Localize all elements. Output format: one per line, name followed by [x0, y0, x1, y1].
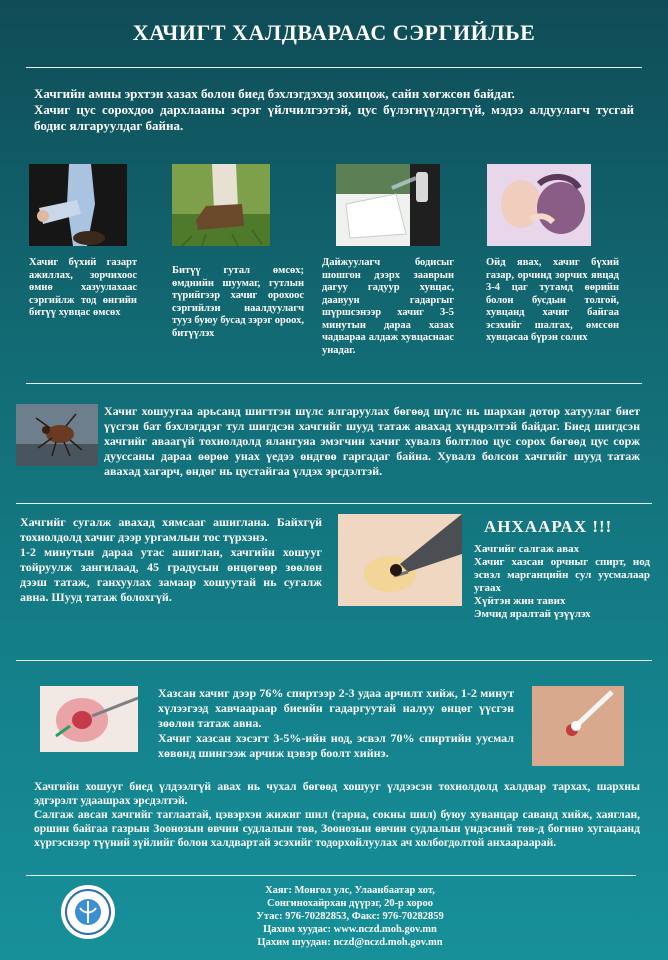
swab-photo [532, 686, 624, 766]
warning-list [474, 543, 650, 621]
treatment-instructions [158, 686, 514, 761]
removal-instructions [20, 515, 322, 605]
closing-paragraph-1: Хачгийн хошууг биед үлдээлгүй авах нь чухал бөгөөд хошууг үлдээсэн тохиолдолд халдвар тархах, шархны эдгэрэлт удаашрах эрсдэлтэй. [34, 781, 640, 807]
closing-text [34, 780, 640, 850]
tip-caption-4: Ойд явах, хачиг бүхий газар, орчинд зорчих явцад 3-4 цаг тутамд өөрийн болон бусдын толгой, хувцанд хачиг байгаа эсэхийг шалгах, өмссөн хувцасаа бүрэн солих [486, 257, 619, 343]
removal-step-1: Хачгийг сугалж авахад хямсааг ашиглана. Байхгүй тохиолдолд хачиг дээр ургамлын тос түрхэнэ. [20, 515, 322, 544]
warning-item: Эмчид яралтай үзүүлэх [474, 608, 591, 620]
tick-bite-photo [40, 686, 138, 752]
phone-line: Утас: 976-70282853, Факс: 976-70282859 [256, 911, 444, 922]
tick-photo [16, 404, 98, 466]
address-line-1: Хаяг: Монгол улс, Улаанбаатар хот, [265, 885, 435, 896]
warning-item: Хачгийг салгаж авах [474, 543, 580, 555]
warning-title: АНХААРАХ !!! [484, 517, 613, 536]
treatment-step-2: Хачиг хазсан хэсэгт 3-5%-ийн нод, эсвэл 70% спиртийн уусмал хөвөнд шингээж арчиж цэвэр боолт хийнэ. [158, 731, 514, 760]
address-line-2: Сонгинохайрхан дүүрэг, 20-р хороо [267, 898, 433, 909]
tip-photo-spray [336, 164, 440, 246]
divider [26, 67, 642, 68]
intro-line-2: Хачиг цус сорохдоо дархлааны эсрэг үйлчилгээтэй, цус бүлэгнүүлдэгтүй, мэдээ алдуулагч тусгай бодис ялгаруулдаг байна. [34, 102, 634, 133]
tick-description: Хачиг хошуугаа арьсанд шигтгэн шүлс ялгаруулах бөгөөд шүлс нь шархан дотор хатуулаг биет үүсгэн бат бэхлэгддэг тул шигдсэн хачгийг шууд татаж авахад хүндрэлтэй байдаг. Биед шигдсэн хачгийг аваагүй тохиолдолд ялангуяа эмэгчин хачиг хувалз болтлоо цус сорох бөгөөд цус сорж дууссаны дараа өөрөө унах үедээ өндгөө гаргадаг байна. Хувалз болсон хачгийг шууд татаж авахад хагарч, өндөг нь цустайгаа үлдэх эрсдэлтэй. [104, 404, 640, 478]
divider [26, 383, 642, 384]
closing-paragraph-2: Салгаж авсан хачгийг таглаатай, цэвэрхэн жижиг шил (тариа, сокны шил) буюу хуванцар саванд хийж, хаяглан, оршин байгаа газрын Зоонозын өвчин судлалын төв, Зоонозын өвчин судлалын үндэсний төв-д богино хугацаанд хүргэснээр түүний зүйлийг болон халдвартай эсэхийг тодорхойлуулах ач холбогдолтой анхаараарай. [34, 809, 640, 849]
tip-caption-3: Дайжуулагч бодисыг шошгон дээрх зааврын дагуу гадуур хувцас, даавуун гадаргыг шүршсэнээр хачиг 3-5 минутын дараа хазах чадвараа алдаж хувцаснаас унадаг. [322, 257, 454, 356]
intro-line-1: Хачгийн амны эрхтэн хазах болон биед бэхлэгдэхэд зохицож, сайн хөгжсөн байдаг. [34, 86, 515, 101]
center-logo [60, 884, 116, 940]
tip-caption-2: Битүү гутал өмсөх; өмднийн шуумаг, гутлын түрийгээр хачиг орохоос сэргийлэн наалдуулагч тууз буюу бусад зэрэг ороох, битүүлэх [172, 265, 304, 339]
warning-item: Хачиг хазсан орчныг спирт, нод эсвэл марганцийн сул уусмалаар угаах [474, 556, 650, 594]
divider [16, 660, 652, 661]
tip-photo-hair [487, 164, 591, 246]
removal-step-2: 1-2 минутын дараа утас ашиглан, хачгийн хошууг тойруулж зангилаад, 45 градусын өнцөгөөр зөөлөн дээш татаж, ганхуулах замаар хошуутай нь сугалж авна. Шууд татаж болохгүй. [20, 545, 322, 604]
tip-caption-1: Хачиг бүхий газарт ажиллах, зорчихоос өмнө хазуулахаас сэргийлж тод өнгийн битүү хувцас өмсөх [29, 257, 137, 318]
warning-item: Хүйтэн жин тавих [474, 595, 566, 607]
divider [26, 875, 636, 876]
email-link[interactable]: Цахим шуудан: nczd@nczd.moh.gov.mn [257, 937, 443, 948]
page-title: ХАЧИГТ ХАЛДВАРААС СЭРГИЙЛЬЕ [132, 20, 536, 45]
tip-photo-clothes [29, 164, 127, 246]
intro-text [34, 86, 634, 134]
contact-info [150, 884, 550, 949]
tweezers-photo [338, 514, 462, 606]
tip-photo-boots [172, 164, 270, 246]
website-link[interactable]: Цахим хуудас: www.nczd.moh.gov.mn [263, 924, 437, 935]
divider [16, 503, 652, 504]
treatment-step-1: Хазсан хачиг дээр 76% спиртээр 2-3 удаа арчилт хийж, 1-2 минут хүлээгээд хавчаараар биеийн гадаргуутай налуу өнцөг үүсгэн зөөлөн татаж авна. [158, 686, 514, 730]
